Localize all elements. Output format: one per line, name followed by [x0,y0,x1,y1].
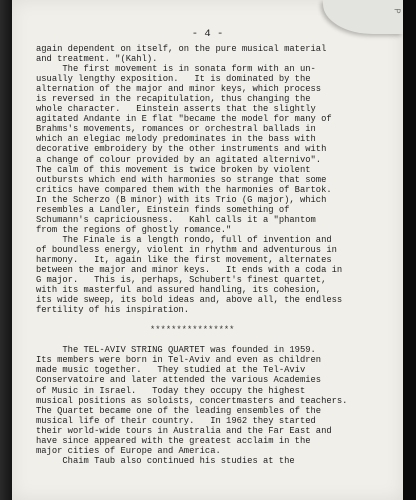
text-line: Chaim Taub also continued his studies at the [36,455,295,466]
text-line: major cities of Europe and America. [36,445,221,456]
document-page [12,0,403,500]
text-line: have since appeared with the greatest acclaim in the [36,435,311,446]
text-line: resembles a Landler, Einstein finds something of [36,204,290,215]
text-line: of Music in Israel. Today they occupy the highest [36,385,306,396]
text-line: The Finale is a length rondo, full of invention and [36,234,332,245]
text-line: between the major and minor keys. It ends with a coda in [36,265,343,276]
text-line: Schumann's capriciousness. Kahl calls it a "phantom [36,214,316,225]
text-line: The TEL-AVIV STRING QUARTET was founded in 1959. [36,345,316,356]
text-line: critics have compared them with the harmonies of Bartok. [36,184,332,195]
text-line: a change of colour provided by an agitated alternivo". [36,154,322,165]
text-line: with its masterful and assured handling, its cohesion, [36,285,322,296]
text-line: is reversed in the recapitulation, thus changing the [36,94,311,105]
text-line: decorative embroidery by the other instruments and with [36,144,327,155]
paragraph-block-2 [36,345,396,466]
text-line: and treatment. "(Kahl). [36,54,158,65]
text-line: Conservatoire and later attended the various Academies [36,375,322,386]
text-line: fertility of his inspiration. [36,305,190,316]
page-number: - 4 - [191,28,224,40]
text-line: Brahms's movements, romances or orchestral ballads in [36,124,316,135]
body-text [36,44,396,466]
text-line: In the Scherzo (B minor) with its Trio (G major), which [36,194,327,205]
text-line: alternation of the major and minor keys, which process [36,84,322,95]
text-line: Its members were born in Tel-Aviv and even as children [36,355,322,366]
text-line: which an elegiac melody predominates in the bass with [36,134,316,145]
text-line: G major. This is, perhaps, Schubert's finest quartet, [36,275,327,286]
text-line: The Quartet became one of the leading ensembles of the [36,405,322,416]
text-line: The calm of this movement is twice broken by violent [36,164,311,175]
text-line: musical positions as soloists, concertmasters and teachers. [36,395,348,406]
text-line: usually lengthy exposition. It is dominated by the [36,74,311,85]
text-line: harmony. It, again like the first movement, alternates [36,254,332,265]
text-line: its wide sweep, its bold ideas and, above all, the endless [36,295,343,306]
text-line: whole character. Einstein asserts that the slightly [36,104,316,115]
text-line: outbursts which end with harmonies so strange that some [36,174,327,185]
section-separator: **************** [150,325,235,336]
text-line: The first movement is in sonata form with an un- [36,64,316,75]
text-line: agitated Andante in E flat "became the model for many of [36,114,332,125]
text-line: again dependent on itself, on the pure musical material [36,44,327,54]
text-line: their world-wide tours in Australia and the Far East and [36,425,332,436]
text-line: made music together. They studied at the Tel-Aviv [36,365,306,376]
text-line: musical life of their country. In 1962 they started [36,415,316,426]
text-line: of boundless energy, violent in rhythm and adventurous in [36,244,337,255]
text-line: from the regions of ghostly romance." [36,224,232,235]
paragraph-block-1 [36,44,396,315]
corner-text: P [391,8,402,14]
